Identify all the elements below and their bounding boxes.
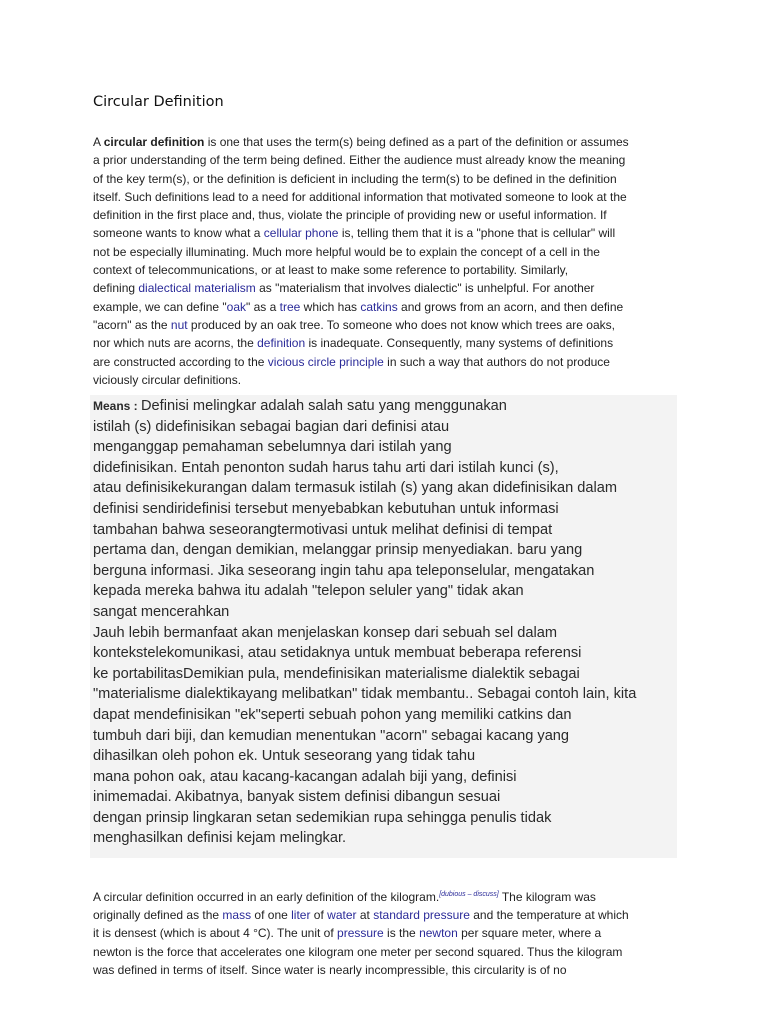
- text-segment: a prior understanding of the term being defined. Either the audience must already know the meaning: [93, 153, 626, 168]
- text-segment: berguna informasi. Jika seseorang ingin tahu apa teleponselular, mengatakan: [93, 562, 595, 579]
- wiki-link[interactable]: vicious circle principle: [267, 354, 384, 369]
- kilogram-paragraph: [93, 886, 629, 979]
- bold-term: circular definition: [103, 135, 205, 149]
- text-line: [93, 520, 636, 541]
- text-segment: dapat mendefinisikan "ek"seperti sebuah pohon yang memiliki catkins dan: [93, 706, 572, 723]
- text-line: [93, 316, 629, 334]
- means-label: Means :: [93, 399, 142, 413]
- text-segment: at: [356, 908, 374, 923]
- text-segment: was defined in terms of itself. Since water is nearly incompressible, this circularity is of no: [93, 962, 567, 977]
- text-line: [93, 458, 636, 479]
- text-segment: Jauh lebih bermanfaat akan menjelaskan konsep dari sebuah sel dalam: [93, 624, 558, 641]
- text-line: [93, 726, 636, 747]
- text-segment: originally defined as the: [93, 908, 223, 923]
- text-segment: ke portabilitasDemikian pula, mendefinisikan materialisme dialektik sebagai: [93, 665, 580, 682]
- text-line: [93, 828, 636, 849]
- text-segment: not be especially illuminating. Much more helpful would be to explain the concept of a cell in the: [93, 244, 600, 259]
- wiki-link[interactable]: liter: [291, 908, 311, 923]
- wiki-link[interactable]: definition: [257, 336, 306, 351]
- text-line: [93, 396, 636, 417]
- translation-paragraph: [93, 396, 636, 849]
- text-segment: definisi sendiridefinisi tersebut menyebabkan kebutuhan untuk informasi: [93, 500, 559, 517]
- text-segment: of the key term(s), or the definition is deficient in including the term(s) to be defined in the definition: [93, 171, 617, 186]
- wiki-link[interactable]: water: [327, 908, 357, 923]
- text-line: [93, 170, 629, 188]
- text-line: [93, 261, 629, 279]
- text-segment: as "materialism that involves dialectic" is unhelpful. For another: [255, 281, 595, 296]
- text-segment: tumbuh dari biji, dan kemudian menentukan "acorn" sebagai kacang yang: [93, 727, 570, 744]
- text-line: [93, 746, 636, 767]
- text-line: [93, 151, 629, 169]
- text-line: [93, 961, 629, 979]
- text-line: [93, 787, 636, 808]
- text-segment: menghasilkan definisi kejam melingkar.: [93, 830, 347, 847]
- text-line: [93, 664, 636, 685]
- wiki-link[interactable]: dialectical materialism: [138, 281, 256, 296]
- text-segment: newton is the force that accelerates one kilogram one meter per second squared. Thus the kilogram: [93, 944, 623, 959]
- text-segment: it is densest (which is about 4 °C). The unit of: [93, 926, 338, 941]
- text-line: [93, 224, 629, 242]
- text-line: [93, 943, 629, 961]
- text-segment: is the: [383, 926, 420, 941]
- text-segment: sangat mencerahkan: [93, 603, 230, 620]
- text-line: [93, 206, 629, 224]
- text-segment: of: [310, 908, 328, 923]
- text-line: [93, 298, 629, 316]
- intro-paragraph: [93, 133, 629, 389]
- text-segment: context of telecommunications, or at least to make some reference to portability. Similarly,: [93, 263, 569, 278]
- wiki-link[interactable]: tree: [279, 299, 301, 314]
- text-line: [93, 499, 636, 520]
- text-segment: is inadequate. Consequently, many systems of definitions: [305, 336, 614, 351]
- text-line: [93, 808, 636, 829]
- page-title: Circular Definition: [93, 94, 224, 110]
- text-line: [93, 417, 636, 438]
- wiki-link[interactable]: catkins: [360, 299, 398, 314]
- text-segment: tambahan bahwa seseorangtermotivasi untuk melihat definisi di tempat: [93, 521, 553, 538]
- text-segment: didefinisikan. Entah penonton sudah harus tahu arti dari istilah kunci (s),: [93, 459, 559, 476]
- wiki-link[interactable]: newton: [419, 926, 458, 941]
- text-line: [93, 353, 629, 371]
- text-line: [93, 705, 636, 726]
- text-segment: A circular definition occurred in an early definition of the kilogram.: [93, 890, 440, 904]
- text-line: [93, 906, 629, 924]
- text-line: [93, 561, 636, 582]
- text-segment: and grows from an acorn, and then define: [397, 299, 624, 314]
- text-segment: The kilogram was: [498, 890, 596, 904]
- citation-note[interactable]: [dubious – discuss]: [439, 891, 499, 898]
- text-line: [93, 371, 629, 389]
- text-line: [93, 540, 636, 561]
- text-segment: someone wants to know what a: [93, 226, 264, 241]
- text-line: [93, 623, 636, 644]
- text-line: [93, 684, 636, 705]
- text-segment: "acorn" as the: [93, 317, 171, 332]
- text-line: [93, 334, 629, 352]
- text-segment: are constructed according to the: [93, 354, 268, 369]
- text-line: [93, 767, 636, 788]
- wiki-link[interactable]: nut: [170, 317, 188, 332]
- text-segment: itself. Such definitions lead to a need for additional information that motivated someone to look at the: [93, 189, 627, 204]
- text-segment: istilah (s) didefinisikan sebagai bagian dari definisi atau: [93, 418, 450, 435]
- text-segment: is, telling them that it is a "phone that is cellular" will: [338, 226, 616, 241]
- text-segment: mana pohon oak, atau kacang-kacangan adalah biji yang, definisi: [93, 768, 517, 785]
- text-segment: in such a way that authors do not produce: [383, 354, 610, 369]
- text-segment: dengan prinsip lingkaran setan sedemikian rupa sehingga penulis tidak: [93, 809, 552, 826]
- text-line: [93, 602, 636, 623]
- text-segment: nor which nuts are acorns, the: [93, 336, 258, 351]
- text-line: [93, 437, 636, 458]
- text-line: [93, 133, 629, 151]
- wiki-link[interactable]: standard pressure: [373, 908, 470, 923]
- text-line: [93, 886, 629, 906]
- text-segment: atau definisikekurangan dalam termasuk istilah (s) yang akan didefinisikan dalam: [93, 480, 618, 497]
- text-line: [93, 478, 636, 499]
- text-segment: kontekstelekomunikasi, atau setidaknya untuk membuat beberapa referensi: [93, 645, 582, 662]
- text-segment: " as a: [246, 299, 280, 314]
- text-segment: pertama dan, dengan demikian, melanggar prinsip menyediakan. baru yang: [93, 542, 583, 559]
- text-segment: which has: [300, 299, 361, 314]
- text-segment: example, we can define ": [93, 299, 227, 314]
- wiki-link[interactable]: pressure: [337, 926, 384, 941]
- wiki-link[interactable]: oak: [226, 299, 247, 314]
- text-segment: Definisi melingkar adalah salah satu yang menggunakan: [141, 398, 507, 414]
- text-segment: dihasilkan oleh pohon ek. Untuk seseorang yang tidak tahu: [93, 748, 476, 765]
- text-segment: menganggap pemahaman sebelumnya dari istilah yang: [93, 439, 452, 456]
- text-segment: of one: [251, 908, 292, 923]
- wiki-link[interactable]: cellular phone: [263, 226, 339, 241]
- text-segment: defining: [93, 281, 139, 296]
- text-segment: kepada mereka bahwa itu adalah "telepon seluler yang" tidak akan: [93, 583, 524, 600]
- text-line: [93, 279, 629, 297]
- text-line: [93, 243, 629, 261]
- text-segment: produced by an oak tree. To someone who does not know which trees are oaks,: [187, 317, 615, 332]
- text-line: [93, 188, 629, 206]
- text-segment: and the temperature at which: [469, 908, 629, 923]
- text-segment: viciously circular definitions.: [93, 372, 242, 387]
- text-segment: A: [93, 135, 104, 149]
- text-line: [93, 643, 636, 664]
- text-line: [93, 581, 636, 602]
- text-segment: definition in the first place and, thus, violate the principle of providing new or useful information. If: [93, 208, 607, 223]
- wiki-link[interactable]: mass: [222, 908, 252, 923]
- text-segment: "materialisme dialektikayang melibatkan" tidak membantu.. Sebagai contoh lain, kita: [93, 686, 637, 703]
- text-line: [93, 924, 629, 942]
- text-segment: per square meter, where a: [457, 926, 602, 941]
- text-segment: is one that uses the term(s) being defined as a part of the definition or assumes: [204, 135, 629, 149]
- text-segment: inimemadai. Akibatnya, banyak sistem definisi dibangun sesuai: [93, 789, 501, 806]
